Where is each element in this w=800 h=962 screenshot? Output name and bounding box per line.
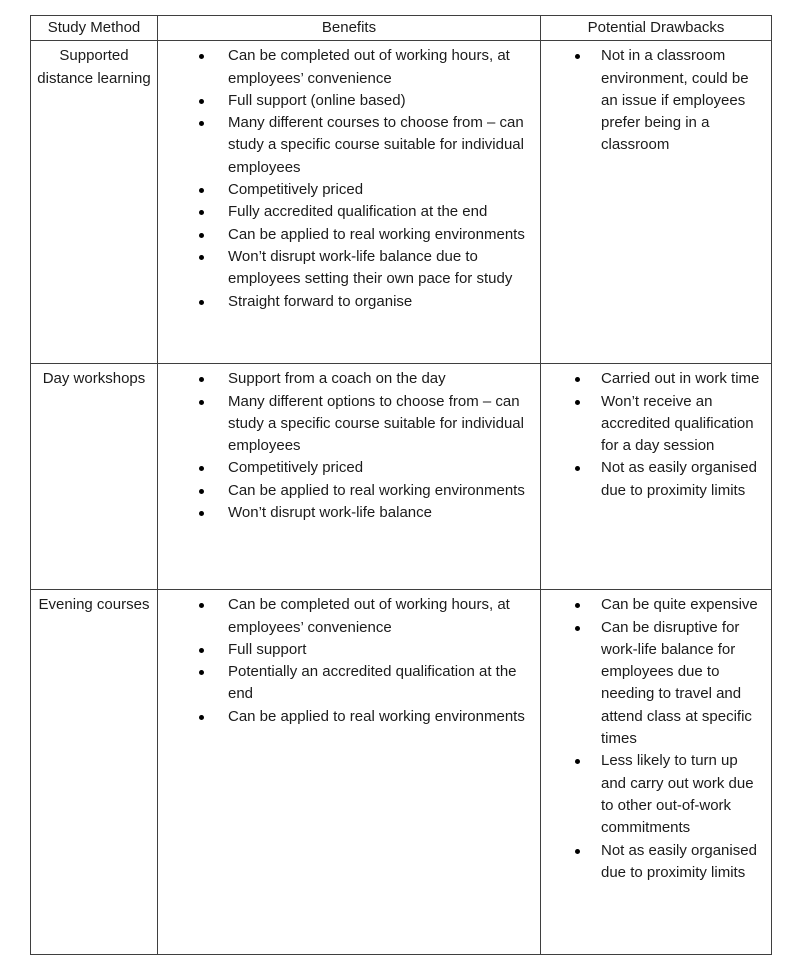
column-header-potential-drawbacks: Potential Drawbacks [541, 16, 772, 41]
benefits-list [158, 590, 540, 728]
benefit-item: Can be applied to real working environments [158, 224, 534, 246]
drawbacks-list [541, 590, 771, 884]
benefits-cell [158, 364, 541, 590]
study-method-cell [31, 364, 158, 590]
benefit-item: Can be completed out of working hours, at employees’ convenience [158, 594, 534, 639]
drawback-item: Not as easily organised due to proximity limits [541, 840, 765, 885]
benefit-item: Won’t disrupt work-life balance due to employees setting their own pace for study [158, 246, 534, 291]
benefit-item: Won’t disrupt work-life balance [158, 502, 534, 524]
column-header-study-method: Study Method [31, 16, 158, 41]
benefit-item: Potentially an accredited qualification at the end [158, 661, 534, 706]
table-body [31, 41, 772, 955]
benefit-item: Can be applied to real working environments [158, 706, 534, 728]
benefit-item: Fully accredited qualification at the end [158, 201, 534, 223]
study-method-cell [31, 41, 158, 364]
benefits-list [158, 41, 540, 313]
column-header-benefits: Benefits [158, 16, 541, 41]
benefit-item: Can be completed out of working hours, at employees’ convenience [158, 45, 534, 90]
table-row [31, 41, 772, 364]
drawbacks-cell [541, 41, 772, 364]
study-method-label: Day workshops [42, 370, 146, 388]
drawback-item: Less likely to turn up and carry out work due to other out-of-work commitments [541, 750, 765, 839]
drawbacks-list [541, 364, 771, 502]
drawback-item: Won’t receive an accredited qualification for a day session [541, 391, 765, 458]
benefit-item: Can be applied to real working environments [158, 480, 534, 502]
drawback-item: Not in a classroom environment, could be an issue if employees prefer being in a classroom [541, 45, 765, 156]
benefit-item: Many different options to choose from – can study a specific course suitable for individual employees [158, 391, 534, 458]
table-row [31, 590, 772, 955]
study-method-cell [31, 590, 158, 955]
drawback-item: Can be quite expensive [541, 594, 765, 616]
benefits-cell [158, 590, 541, 955]
table-row [31, 364, 772, 590]
benefit-item: Full support [158, 639, 534, 661]
drawbacks-cell [541, 590, 772, 955]
study-methods-table [30, 15, 772, 955]
study-method-label: Evening courses [38, 596, 150, 614]
benefit-item: Straight forward to organise [158, 291, 534, 313]
benefits-cell [158, 41, 541, 364]
benefit-item: Support from a coach on the day [158, 368, 534, 390]
drawback-item: Carried out in work time [541, 368, 765, 390]
drawbacks-cell [541, 364, 772, 590]
drawbacks-list [541, 41, 771, 156]
benefit-item: Competitively priced [158, 179, 534, 201]
drawback-item: Can be disruptive for work-life balance for employees due to needing to travel and attend class at specific times [541, 617, 765, 751]
study-method-label: Supported distance learning [37, 47, 151, 87]
benefit-item: Competitively priced [158, 457, 534, 479]
drawback-item: Not as easily organised due to proximity limits [541, 457, 765, 502]
benefit-item: Full support (online based) [158, 90, 534, 112]
benefit-item: Many different courses to choose from – can study a specific course suitable for individual employees [158, 112, 534, 179]
table-header-row [31, 16, 772, 41]
benefits-list [158, 364, 540, 524]
